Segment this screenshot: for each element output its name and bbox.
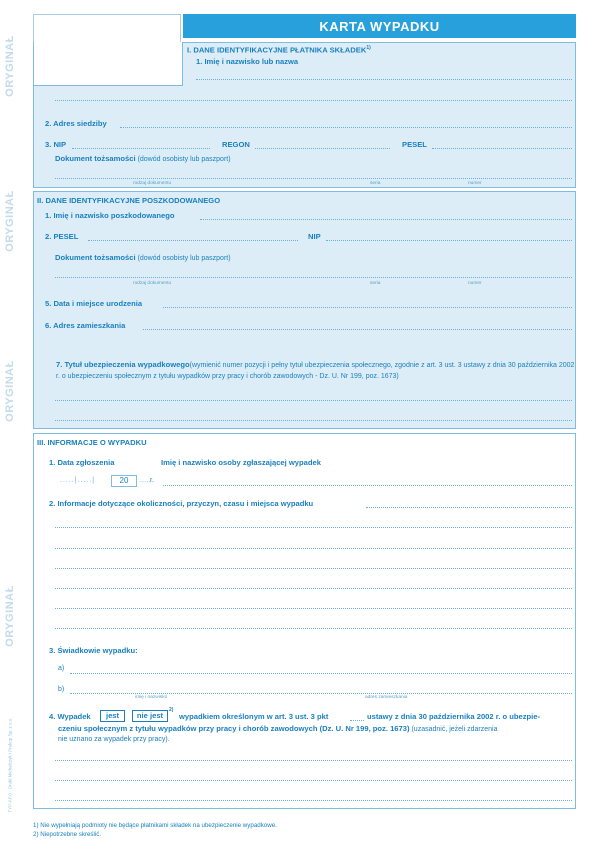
side-watermark: ORYGINAŁ (4, 35, 16, 97)
circumstances-line-4[interactable] (55, 588, 572, 589)
page-title: KARTA WYPADKU (319, 19, 440, 34)
payer-name-line-2[interactable] (55, 100, 572, 101)
payer-regon-label: REGON (222, 140, 250, 149)
q4-option-isnot[interactable]: nie jest (132, 710, 168, 722)
circumstances-label: 2. Informacje dotyczące okoliczności, przyczyn, czasu i miejsca wypadku (49, 499, 314, 508)
side-watermark: ORYGINAŁ (4, 360, 16, 422)
side-watermark: ORYGINAŁ (4, 585, 16, 647)
circumstances-line-1[interactable] (55, 527, 572, 528)
victim-name-label: 1. Imię i nazwisko poszkodowanego (45, 211, 175, 220)
payer-nip-label: 3. NIP (45, 140, 67, 149)
victim-nip-label: NIP (308, 232, 321, 241)
victim-doc-label: Dokument tożsamości (dowód osobisty lub paszport) (55, 253, 231, 262)
victim-pesel-label: 2. PESEL (45, 232, 79, 241)
section-victim (33, 191, 576, 429)
victim-doc-caption-type: rodzaj dokumentu (133, 281, 172, 286)
section1-heading: I. DANE IDENTYFIKACYJNE PŁATNIKA SKŁADEK$^{1)}$ (187, 45, 371, 55)
victim-insurance-line-2[interactable] (55, 420, 572, 421)
victim-nip-line[interactable] (326, 240, 572, 241)
q4-point-line[interactable] (350, 720, 364, 721)
year-suffix: r. (150, 477, 154, 484)
q4-justification-line-1[interactable] (55, 760, 572, 761)
footnote-2: 2) Niepotrzebne skreślić. (33, 831, 102, 838)
payer-regon-line[interactable] (255, 148, 390, 149)
footnote-1: 1) Nie wypełniają podmioty nie będące płatnikami składek na ubezpieczenie wypadkowe. (33, 822, 277, 829)
victim-insurance-label: 7. Tytuł ubezpieczenia wypadkowego(wymienić numer pozycji i pełny tytuł ubezpieczenia społecznego, zgodnie z art. 3 ust. 3 ustawy z dnia 30 października 2002 r. o ubezpieczeniu społecznym z tytułu wypadków przy pracy i chorób zawodowych - Dz. U. Nr 199, poz. 1673) (56, 360, 575, 380)
payer-address-line[interactable] (120, 127, 572, 128)
witness-caption-address: adres zamieszkania (365, 695, 408, 700)
q4-option-is[interactable]: jest (100, 710, 125, 722)
victim-residence-line[interactable] (143, 329, 572, 330)
witnesses-label: 3. Świadkowie wypadku: (49, 646, 138, 655)
section3-heading: III. INFORMACJE O WYPADKU (37, 438, 147, 447)
circumstances-line-0[interactable] (366, 507, 572, 508)
circumstances-line-6[interactable] (55, 628, 572, 629)
report-date-label: 1. Data zgłoszenia (49, 458, 115, 467)
payer-name-line[interactable] (196, 79, 572, 80)
witness-b-label: b) (58, 686, 65, 693)
report-date-day[interactable]: .....|.....| (60, 477, 96, 484)
victim-birth-label: 5. Data i miejsce urodzenia (45, 299, 143, 308)
q4-justification-line-3[interactable] (55, 800, 572, 801)
victim-pesel-line[interactable] (88, 240, 298, 241)
witness-b-line[interactable] (70, 693, 572, 694)
circumstances-line-2[interactable] (55, 548, 572, 549)
q4-justification-line-2[interactable] (55, 780, 572, 781)
victim-doc-caption-number: numer (468, 281, 482, 286)
section2-heading: II. DANE IDENTYFIKACYJNE POSZKODOWANEGO (37, 196, 221, 205)
reporter-label: Imię i nazwisko osoby zgłaszającej wypadek (161, 458, 321, 467)
section-payer (33, 42, 576, 188)
q4-line2: czeniu społecznym z tytułu wypadków przy pracy i chorób zawodowych (Dz. U. Nr 199, poz. 1673) (uzasadnić, jeżeli zdarzenia (58, 724, 498, 733)
circumstances-line-5[interactable] (55, 608, 572, 609)
victim-residence-label: 6. Adres zamieszkania (45, 321, 126, 330)
victim-doc-line[interactable] (55, 277, 572, 278)
report-date-year[interactable]: 20 (111, 475, 137, 487)
title-bar (183, 14, 576, 38)
witness-caption-name: imię i nazwisko (135, 695, 168, 700)
section-accident (33, 433, 576, 809)
side-watermark: ORYGINAŁ (4, 190, 16, 252)
payer-doc-caption-number: numer (468, 181, 482, 186)
payer-pesel-line[interactable] (432, 148, 572, 149)
publisher-imprint: TYP-AP.0 · Druki Michalczyk i Prokop Sp. z o.o. (7, 717, 13, 813)
q4-line3: nie uznano za wypadek przy pracy). (58, 736, 170, 743)
q4-prefix: 4. Wypadek (49, 712, 91, 721)
payer-doc-caption-type: rodzaj dokumentu (133, 181, 172, 186)
witness-a-label: a) (58, 665, 65, 672)
q4-text-b: ustawy z dnia 30 października 2002 r. o ubezpie- (367, 712, 541, 721)
circumstances-line-3[interactable] (55, 568, 572, 569)
payer-address-label: 2. Adres siedziby (45, 119, 107, 128)
payer-pesel-label: PESEL (402, 140, 427, 149)
payer-name-label: 1. Imię i nazwisko lub nazwa (196, 57, 299, 66)
payer-doc-caption-series: seria (370, 181, 381, 186)
victim-doc-caption-series: seria (370, 281, 381, 286)
victim-birth-line[interactable] (163, 307, 572, 308)
payer-nip-line[interactable] (72, 148, 210, 149)
payer-doc-label: Dokument tożsamości (dowód osobisty lub paszport) (55, 154, 231, 163)
reporter-line[interactable] (163, 485, 572, 486)
witness-a-line[interactable] (70, 673, 572, 674)
victim-name-line[interactable] (200, 219, 572, 220)
q4-text-a: wypadkiem określonym w art. 3 ust. 3 pkt (179, 712, 329, 721)
victim-insurance-line-1[interactable] (55, 400, 572, 401)
side-strip (0, 0, 20, 850)
q4-sup: 2) (169, 707, 174, 713)
payer-doc-line[interactable] (55, 178, 572, 179)
